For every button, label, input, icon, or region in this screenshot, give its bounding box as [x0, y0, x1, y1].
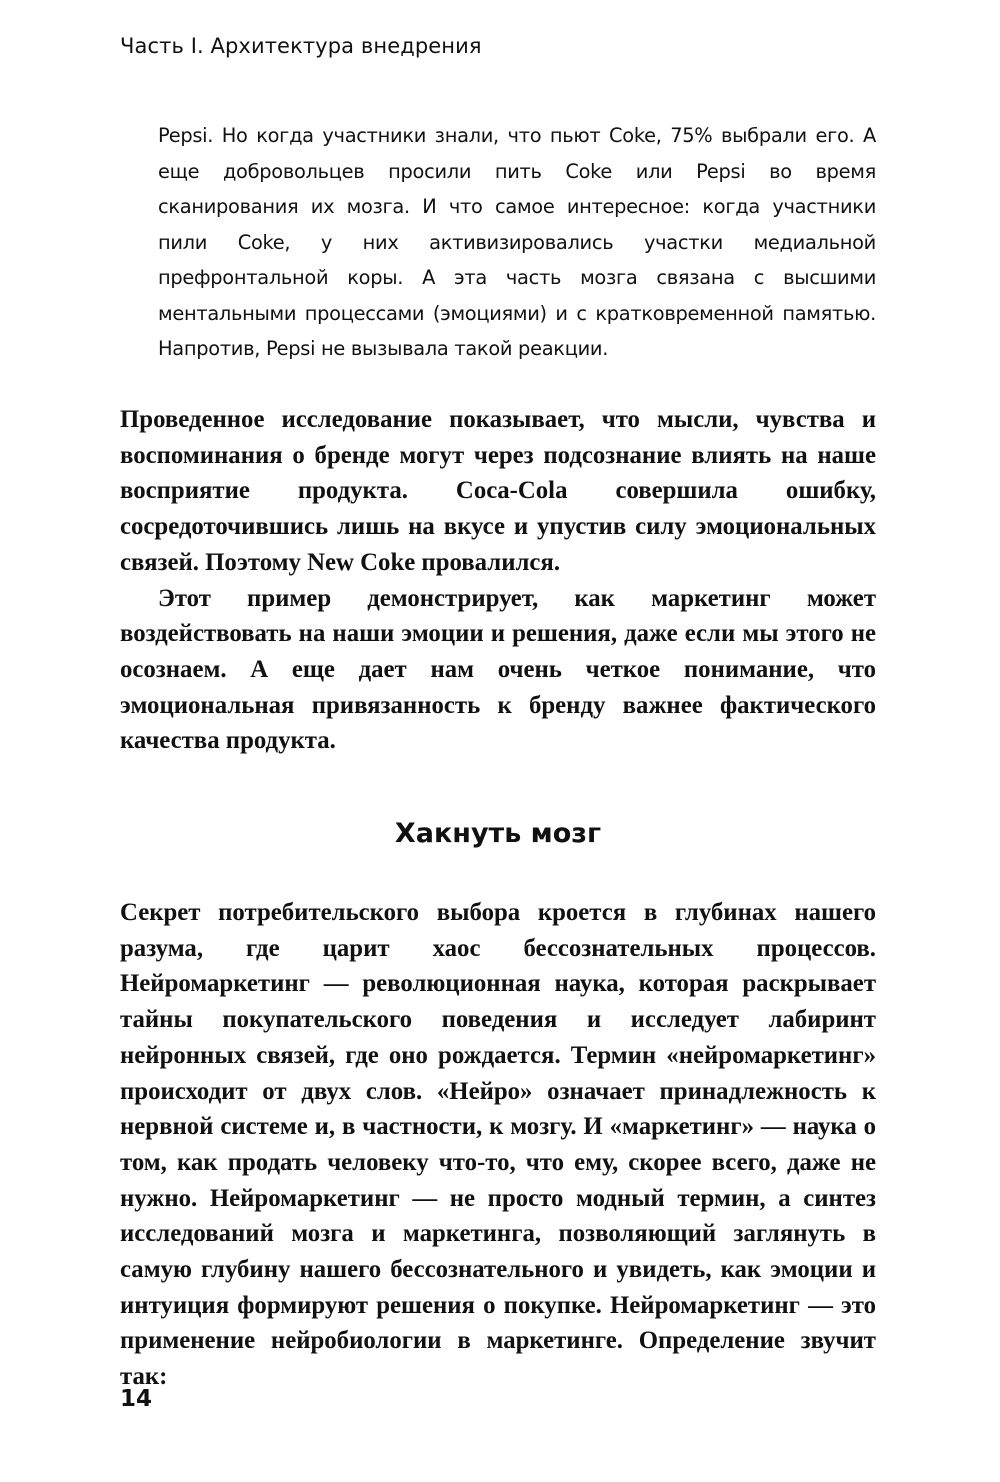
paragraph-example-conclusion: Этот пример демонстрирует, как маркетинг может воздействовать на наши эмоции и решения, даже если мы этого не осознаем. А еще дает нам очень четкое понимание, что эмоциональная привязанность к бренду важнее фактического качества продукта. [120, 584, 876, 755]
section-title: Хакнуть мозг [394, 818, 602, 849]
page-number: 14 [120, 1386, 153, 1412]
paragraph-study-conclusion: Проведенное исследование показывает, что мысли, чувства и воспоминания о бренде могут через подсознание влиять на наше восприятие продукта. Coca-Cola совершила ошибку, сосредоточившись лишь на вкусе и упустив силу эмоциональных связей. Поэтому New Coke провалился. [120, 406, 876, 576]
paragraph-neuromarketing: Секрет потребительского выбора кроется в глубинах нашего разума, где царит хаос бессознательных процессов. Нейромаркетинг — революционная наука, которая раскрывает тайны покупательского поведения и исследует лабиринт нейронных связей, где оно рождается. Термин «нейромаркетинг» происходит от двух слов. «Нейро» означает принадлежность к нервной системе и, в частности, к мозгу. И «маркетинг» — наука о том, как продать человеку что-то, что ему, скорее всего, даже не нужно. Нейромаркетинг — не просто модный термин, а синтез исследований мозга и маркетинга, позволяющий заглянуть в самую глубину нашего бессознательного и увидеть, как эмоции и интуиция формируют решения о покупке. Нейромаркетинг — это применение нейробиологии в маркетинге. Определение звучит так: [120, 899, 876, 1391]
inset-paragraph: Pepsi. Но когда участники знали, что пьют Coke, 75% выбрали его. А еще добровольцев просили пить Coke или Pepsi во время сканирования их мозга. И что самое интересное: когда участники пили Coke, у них активизировались участки медиальной префронтальной коры. А эта часть мозга связана с высшими ментальными процессами (эмоциями) и с кратковременной памятью. Напротив, Pepsi не вызывала такой реакции. [158, 124, 876, 360]
body-text-block [120, 402, 876, 759]
running-head: Часть I. Архитектура внедрения [120, 34, 482, 58]
section-body [120, 895, 876, 1395]
